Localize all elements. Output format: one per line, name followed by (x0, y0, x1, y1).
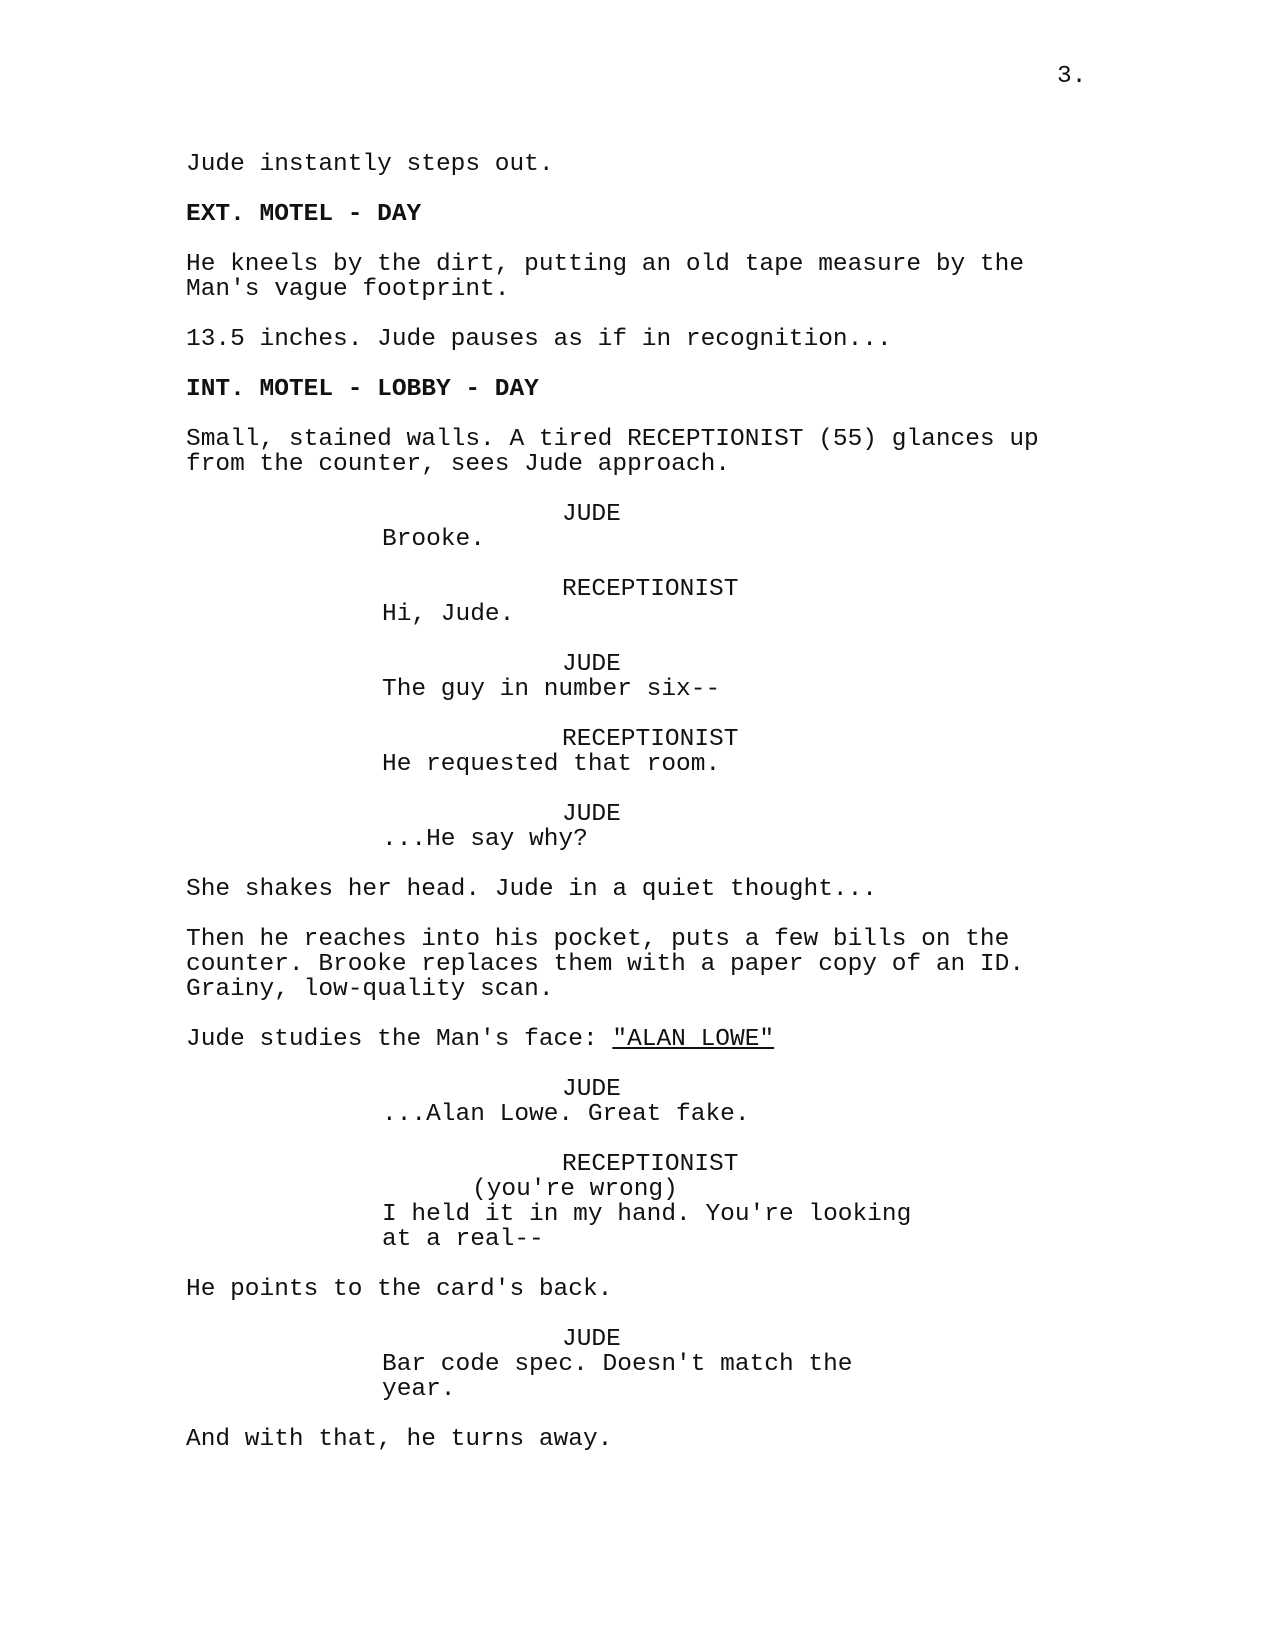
character-cue: JUDE (562, 801, 621, 828)
dialogue-line: I held it in my hand. You're looking at a real-- (382, 1201, 912, 1253)
character-cue: RECEPTIONIST (562, 576, 739, 603)
character-cue: JUDE (562, 501, 621, 528)
scene-heading: INT. MOTEL - LOBBY - DAY (186, 376, 539, 403)
dialogue-line: Bar code spec. Doesn't match the year. (382, 1351, 853, 1403)
action-line: Then he reaches into his pocket, puts a few bills on the counter. Brooke replaces them with a paper copy of an ID. Grainy, low-quality scan. (186, 926, 1025, 1003)
action-text: Jude studies the Man's face: (186, 1026, 613, 1053)
scene-heading: EXT. MOTEL - DAY (186, 201, 422, 228)
dialogue-line: The guy in number six-- (382, 676, 721, 703)
character-cue: RECEPTIONIST (562, 726, 739, 753)
action-line: And with that, he turns away. (186, 1426, 613, 1453)
action-line: He points to the card's back. (186, 1276, 613, 1303)
parenthetical: (you're wrong) (472, 1176, 678, 1203)
character-cue: JUDE (562, 1326, 621, 1353)
action-line (186, 1027, 1186, 1052)
action-line: She shakes her head. Jude in a quiet thought... (186, 876, 878, 903)
action-line: Small, stained walls. A tired RECEPTIONIST (55) glances up from the counter, sees Jude approach. (186, 426, 1039, 478)
screenplay-body (186, 152, 1186, 1452)
dialogue-line: Brooke. (382, 526, 485, 553)
page-number: 3. (1057, 63, 1087, 90)
underlined-name: "ALAN LOWE" (612, 1026, 775, 1053)
dialogue-line: ...Alan Lowe. Great fake. (382, 1101, 750, 1128)
action-line: Jude instantly steps out. (186, 151, 554, 178)
character-cue: JUDE (562, 1076, 621, 1103)
dialogue-line: He requested that room. (382, 751, 721, 778)
character-cue: JUDE (562, 651, 621, 678)
character-cue: RECEPTIONIST (562, 1151, 739, 1178)
action-line: 13.5 inches. Jude pauses as if in recognition... (186, 326, 892, 353)
dialogue-line: ...He say why? (382, 826, 588, 853)
action-line: He kneels by the dirt, putting an old tape measure by the Man's vague footprint. (186, 251, 1025, 303)
dialogue-line: Hi, Jude. (382, 601, 515, 628)
